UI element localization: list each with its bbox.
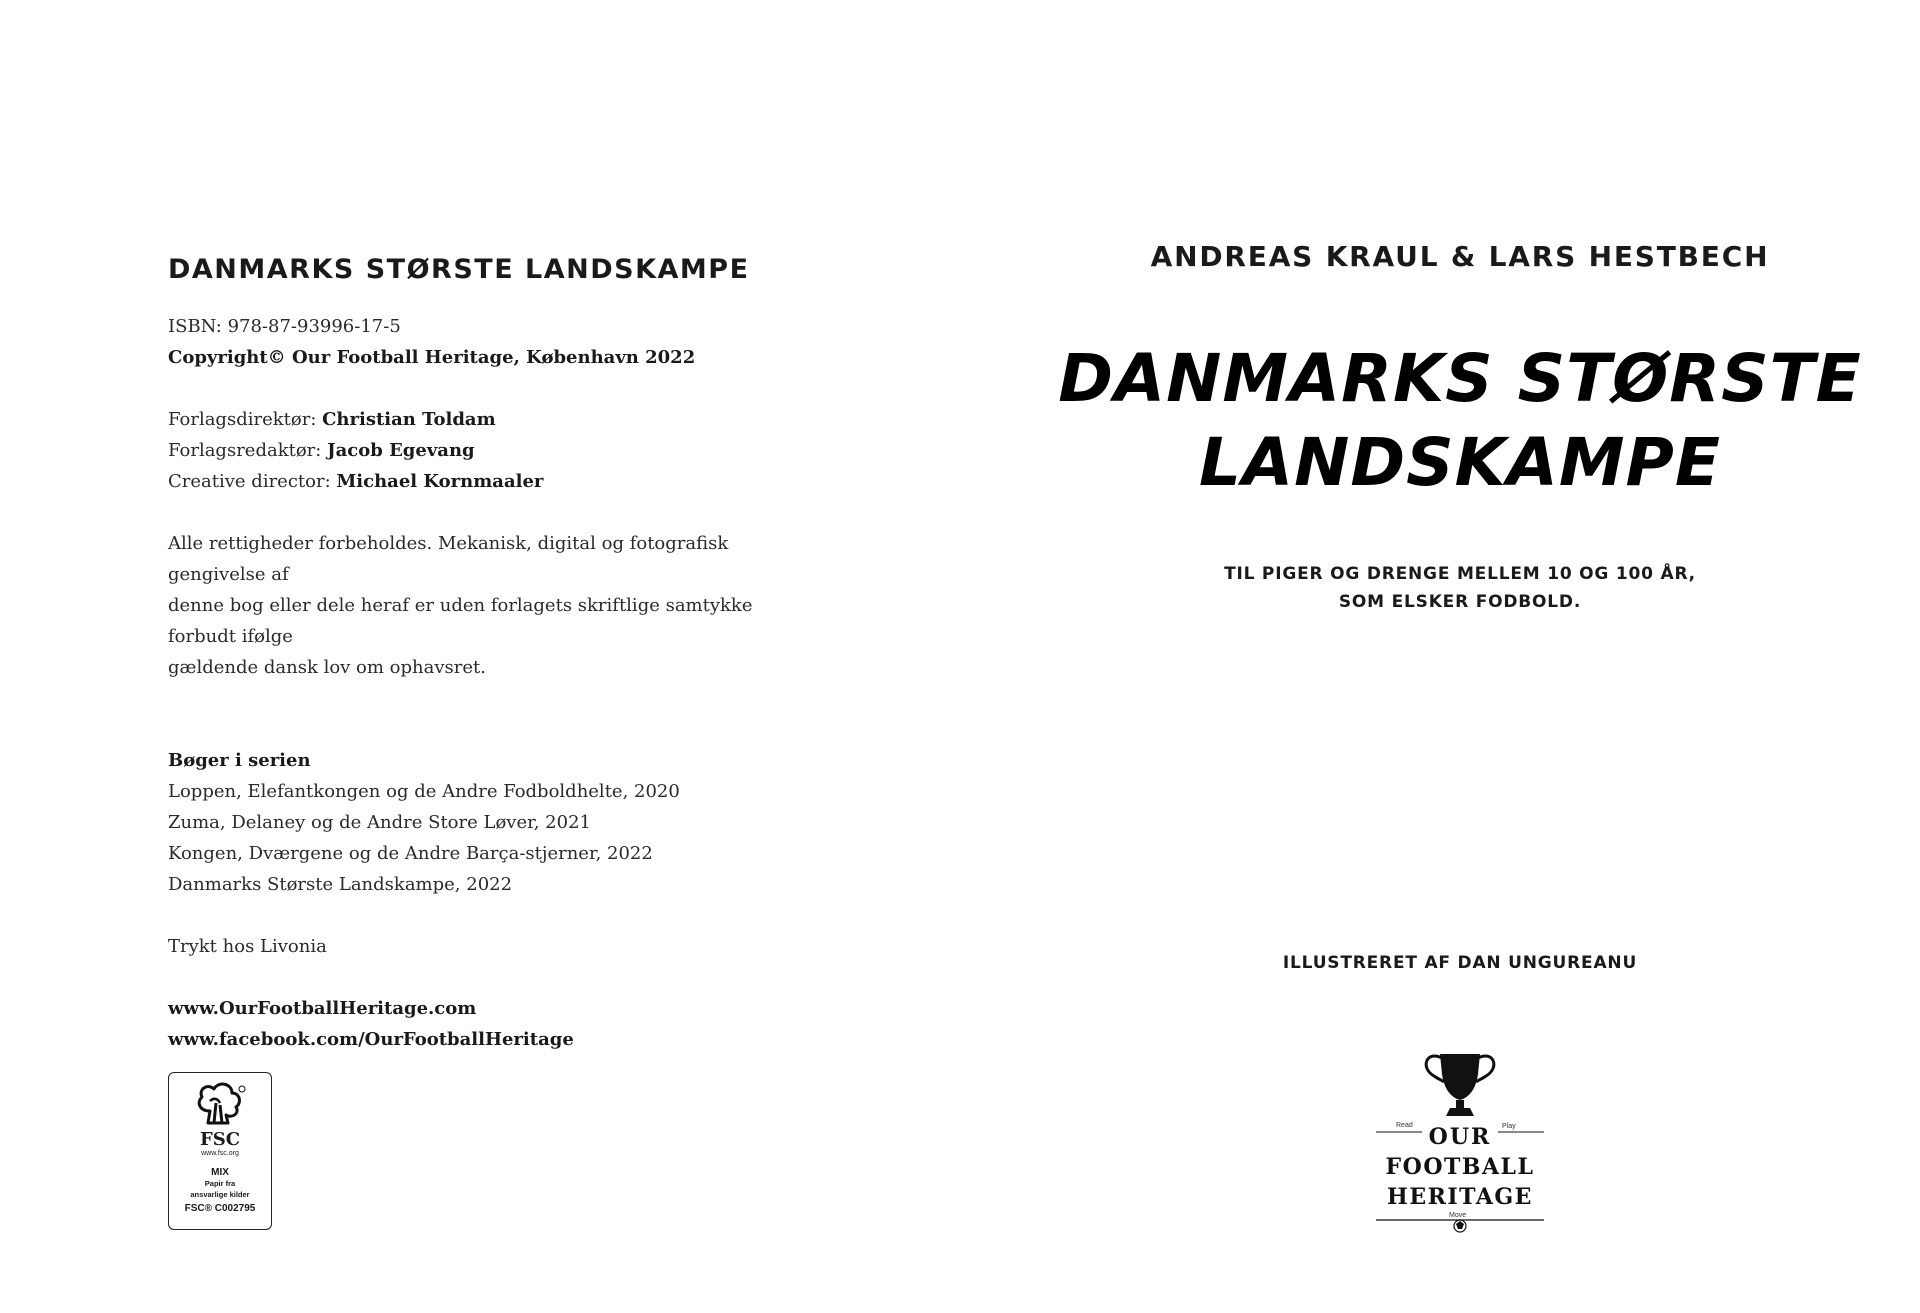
logo-line: FOOTBALL (1385, 1154, 1535, 1180)
fsc-code: FSC® C002795 (184, 1203, 256, 1214)
authors: ANDREAS KRAUL & LARS HESTBECH (1150, 240, 1770, 273)
credit-role: Forlagsdirektør: (168, 409, 323, 430)
fsc-badge (168, 1072, 272, 1230)
credit-line (168, 466, 808, 497)
publisher-logo (1370, 1046, 1550, 1236)
dedication-line: TIL PIGER OG DRENGE MELLEM 10 OG 100 ÅR, (1224, 564, 1696, 584)
facebook-link[interactable]: www.facebook.com/OurFootballHeritage (168, 1029, 574, 1050)
series-item: Kongen, Dværgene og de Andre Barça-stjerner, 2022 (168, 843, 653, 864)
fsc-mix: MIX (211, 1167, 229, 1178)
credit-name: Jacob Egevang (327, 440, 475, 461)
fsc-url: www.fsc.org (201, 1150, 239, 1157)
fsc-name: FSC (199, 1129, 241, 1150)
book-title-line: DANMARKS STØRSTE (1058, 340, 1862, 417)
rights-line: Alle rettigheder forbeholdes. Mekanisk, digital og fotografisk gengivelse af (168, 533, 729, 585)
series-item: Zuma, Delaney og de Andre Store Løver, 2021 (168, 812, 591, 833)
credit-role: Creative director: (168, 471, 337, 492)
colophon-page (168, 254, 808, 1055)
illustrator-credit: ILLUSTRERET AF DAN UNGUREANU (1282, 953, 1638, 973)
logo-move: Move (1449, 1212, 1467, 1219)
rights-line: denne bog eller dele heraf er uden forlagets skriftlige samtykke forbudt ifølge (168, 595, 753, 647)
logo-play: Play (1502, 1123, 1516, 1130)
credit-line (168, 435, 808, 466)
credit-role: Forlagsredaktør: (168, 440, 328, 461)
dedication (1040, 560, 1880, 616)
copyright: Copyright© Our Football Heritage, København 2022 (168, 347, 696, 368)
fsc-paper-line: Papir fra (204, 1179, 236, 1188)
book-title (1040, 337, 1880, 505)
website-link[interactable]: www.OurFootballHeritage.com (168, 998, 477, 1019)
fsc-tree-icon (188, 1081, 252, 1131)
dedication-line: SOM ELSKER FODBOLD. (1338, 592, 1582, 612)
rights-line: gældende dansk lov om ophavsret. (168, 657, 486, 678)
isbn: ISBN: 978-87-93996-17-5 (168, 316, 401, 337)
printer: Trykt hos Livonia (168, 936, 327, 957)
colophon-body (168, 311, 808, 1055)
series-item: Loppen, Elefantkongen og de Andre Fodboldhelte, 2020 (168, 781, 680, 802)
series-item: Danmarks Største Landskampe, 2022 (168, 874, 513, 895)
credit-line (168, 404, 808, 435)
credit-name: Michael Kornmaaler (336, 471, 544, 492)
logo-line: OUR (1428, 1124, 1492, 1150)
logo-wordmark (1370, 1122, 1550, 1212)
logo-line: HERITAGE (1387, 1184, 1533, 1210)
colophon-title: DANMARKS STØRSTE LANDSKAMPE (168, 254, 750, 285)
title-page (1040, 0, 1920, 1313)
book-title-line: LANDSKAMPE (1198, 424, 1722, 501)
series-heading: Bøger i serien (168, 750, 311, 771)
credit-name: Christian Toldam (322, 409, 496, 430)
fsc-paper-line: ansvarlige kilder (190, 1189, 250, 1199)
logo-read: Read (1396, 1122, 1413, 1129)
